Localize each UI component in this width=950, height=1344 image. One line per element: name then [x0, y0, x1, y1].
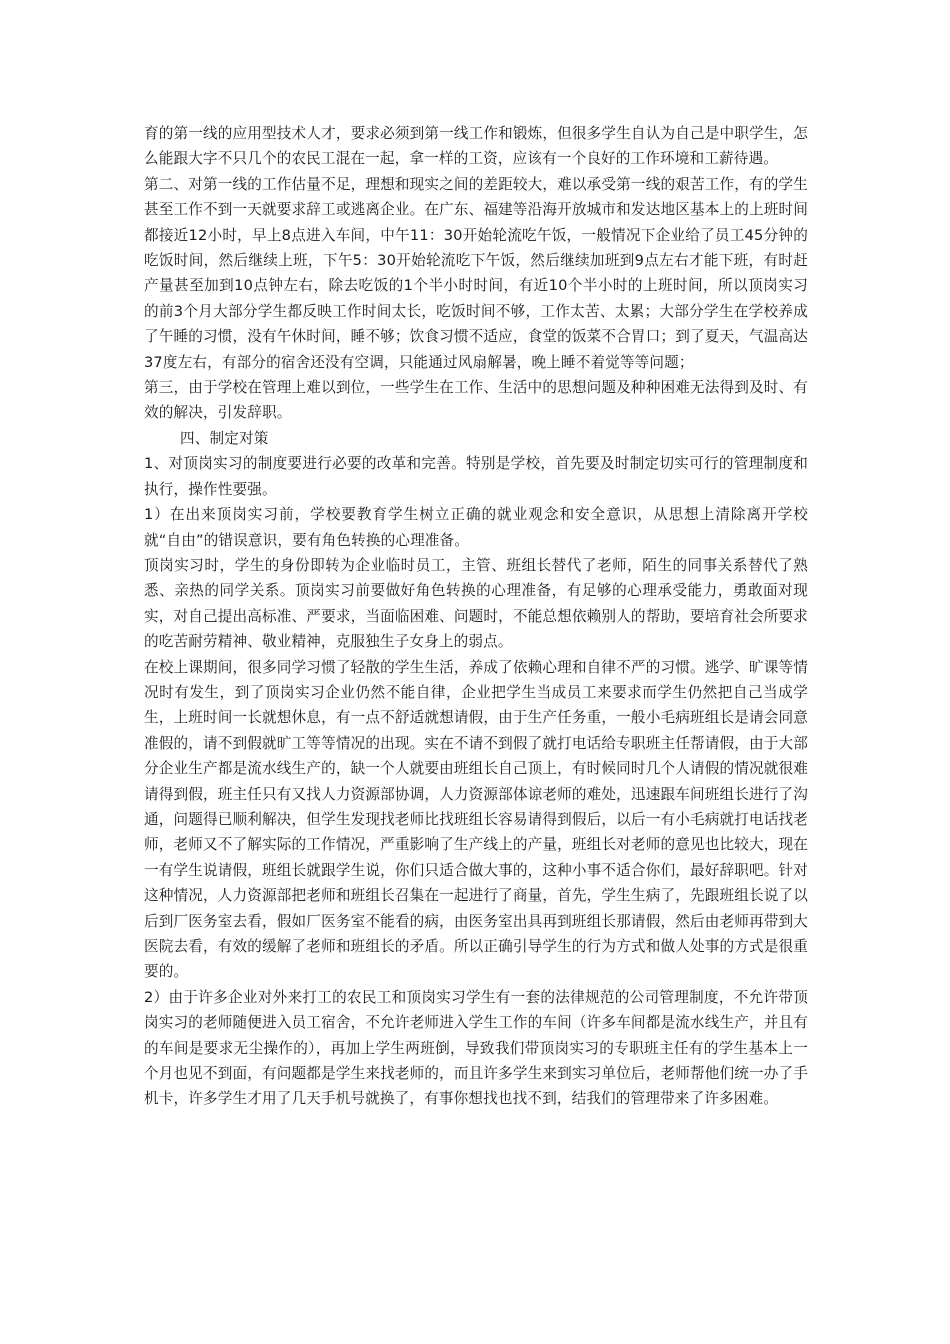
paragraph-measure-1: 1、对顶岗实习的制度要进行必要的改革和完善。特别是学校，首先要及时制定切实可行的管理制度和执行，操作性要强。 [144, 455, 808, 498]
paragraph-intro-continuation: 育的第一线的应用型技术人才，要求必须到第一线工作和锻炼，但很多学生自认为自己是中职学生，怎么能跟大字不只几个的农民工混在一起，拿一样的工资，应该有一个良好的工作环境和工薪待遇。 [144, 125, 808, 168]
section-heading-countermeasures: 四、制定对策 [180, 429, 269, 447]
document-page [144, 121, 808, 1112]
paragraph-third-reason: 第三，由于学校在管理上难以到位，一些学生在工作、生活中的思想问题及种种困难无法得到及时、有效的解决，引发辞职。 [144, 379, 808, 422]
paragraph-role-transition: 顶岗实习时，学生的身份即转为企业临时员工，主管、班组长替代了老师，陌生的同事关系替代了熟悉、亲热的同学关系。顶岗实习前要做好角色转换的心理准备，有足够的心理承受能力，勇敢面对现实，对自己提出高标准、严要求，当面临困难、问题时，不能总想依赖别人的帮助，要培育社会所要求的吃苦耐劳精神、敬业精神，克服独生子女身上的弱点。 [144, 556, 808, 651]
paragraph-discipline-case: 在校上课期间，很多同学习惯了轻散的学生生活，养成了依赖心理和自律不严的习惯。逃学、旷课等情况时有发生，到了顶岗实习企业仍然不能自律，企业把学生当成员工来要求而学生仍然把自己当成学生，上班时间一长就想休息，有一点不舒适就想请假，由于生产任务重，一般小毛病班组长是请会同意准假的，请不到假就旷工等等情况的出现。实在不请不到假了就打电话给专职班主任帮请假，由于大部分企业生产都是流水线生产的，缺一个人就要由班组长自己顶上，有时候同时几个人请假的情况就很难请得到假，班主任只有又找人力资源部协调，人力资源部体谅老师的难处，迅速跟车间班组长进行了沟通，问题得已顺利解决，但学生发现找老师比找班组长容易请得到假后，以后一有小毛病就打电话找老师，老师又不了解实际的工作情况，严重影响了生产线上的产量，班组长对老师的意见也比较大，现在一有学生说请假，班组长就跟学生说，你们只适合做大事的，这种小事不适合你们，最好辞职吧。针对这种情况，人力资源部把老师和班组长召集在一起进行了商量，首先，学生生病了，先跟班组长说了以后到厂医务室去看，假如厂医务室不能看的病，由医务室出具再到班组长那请假，然后由老师再带到大医院去看，有效的缓解了老师和班组长的矛盾。所以正确引导学生的行为方式和做人处事的方式是很重要的。 [144, 658, 808, 981]
paragraph-measure-1-2: 2）由于许多企业对外来打工的农民工和顶岗实习学生有一套的法律规范的公司管理制度，不允许带顶岗实习的老师随便进入员工宿舍，不允许老师进入学生工作的车间（许多车间都是流水线生产，并且有的车间是要求无尘操作的），再加上学生两班倒，导致我们带顶岗实习的专职班主任有的学生基本上一个月也见不到面，有问题都是学生来找老师的，而且许多学生来到实习单位后，老师帮他们统一办了手机卡，许多学生才用了几天手机号就换了，有事你想找也找不到，结我们的管理带来了许多困难。 [144, 988, 808, 1108]
paragraph-second-reason: 第二、对第一线的工作估量不足，理想和现实之间的差距较大，难以承受第一线的艰苦工作，有的学生甚至工作不到一天就要求辞工或逃离企业。在广东、福建等沿海开放城市和发达地区基本上的上班时间都接近12小时，早上8点进入车间，中午11：30开始轮流吃午饭，一般情况下企业给了员工45分钟的吃饭时间，然后继续上班，下午5：30开始轮流吃下午饭，然后继续加班到9点左右才能下班，有时赶产量甚至加到10点钟左右，除去吃饭的1个半小时时间，有近10个半小时的上班时间，所以顶岗实习的前3个月大部分学生都反映工作时间太长，吃饭时间不够，工作太苦、太累；大部分学生在学校养成了午睡的习惯，没有午休时间，睡不够；饮食习惯不适应，食堂的饭菜不合胃口；到了夏天，气温高达37度左右，有部分的宿舍还没有空调，只能通过风扇解暑，晚上睡不着觉等等问题； [144, 175, 808, 371]
paragraph-measure-1-1: 1）在出来顶岗实习前，学校要教育学生树立正确的就业观念和安全意识，从思想上清除离开学校就“自由”的错误意识，要有角色转换的心理准备。 [144, 506, 808, 549]
